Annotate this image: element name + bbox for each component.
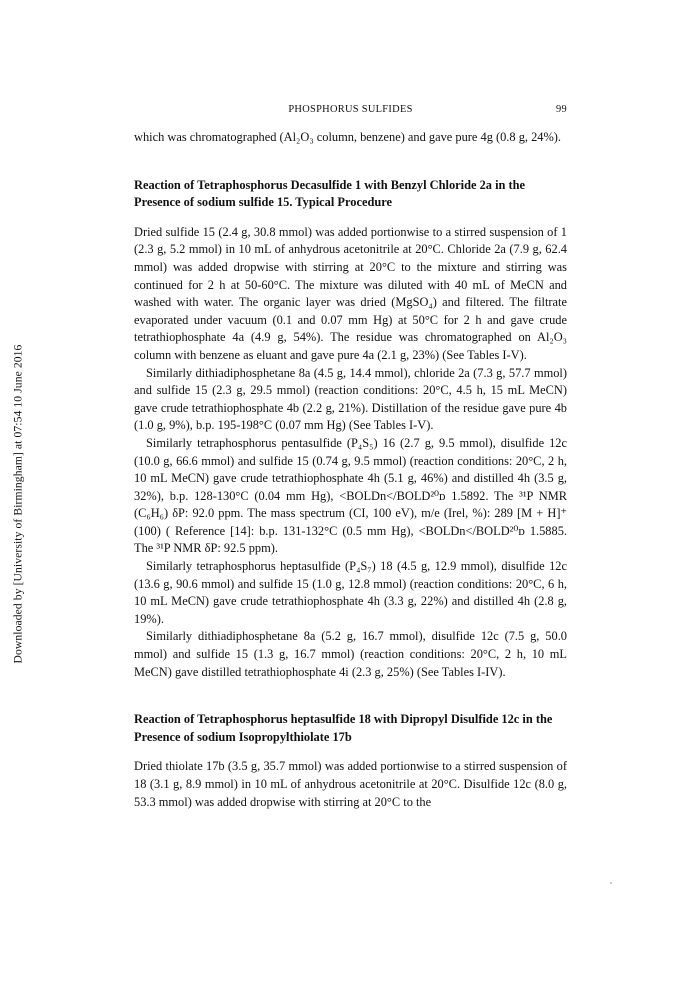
heading-spacer — [134, 746, 567, 758]
continued-paragraph: which was chromatographed (Al₂O₃ column, benzene) and gave pure 4g (0.8 g, 24%). — [134, 130, 562, 144]
running-title: PHOSPHORUS SULFIDES — [288, 104, 413, 115]
procedure-paragraph: Dried thiolate 17b (3.5 g, 35.7 mmol) was added portionwise to a stirred suspension of 18 (3.1 g, 8.9 mmol) in 10 mL of anhydrous acetonitrile at 20°C. Disulfide 12c (8.0 g, 53.3 mmol) was added dropwise with stirring at 20°C to the — [134, 759, 567, 809]
procedure-paragraph: Similarly dithiadiphosphetane 8a (4.5 g, 14.4 mmol), chloride 2a (7.3 g, 57.7 mmol) and sulfide 15 (2.3 g, 29.5 mmol) (reaction conditions: 20°C, 4.5 h, 15 mL MeCN) gave crude tetrathiophosphate 4b (2.2 g, 21%). Distillation of the residue gave pure 4b (1.0 g, 9%), b.p. 195-198°C (0.07 mm Hg) (See Tables I-V). — [134, 365, 567, 433]
section-heading-heptasulfide: Reaction of Tetraphosphorus heptasulfide 18 with Dipropyl Disulfide 12c in the Presence of sodium Isopropylthiolate 17b — [134, 712, 553, 744]
heading-spacer — [134, 212, 567, 224]
section-spacer — [134, 147, 567, 177]
scan-speck — [610, 882, 612, 884]
procedure-paragraph: Similarly dithiadiphosphetane 8a (5.2 g, 16.7 mmol), disulfide 12c (7.5 g, 50.0 mmol) and sulfide 15 (1.3 g, 16.7 mmol) (reaction conditions: 20°C, 2 h, 10 mL MeCN) gave distilled tetrathiophosphate 4i (2.3 g, 25%) (See Tables I-IV). — [134, 629, 567, 679]
download-watermark — [0, 0, 34, 1008]
section-heading-decasulfide: Reaction of Tetraphosphorus Decasulfide 1 with Benzyl Chloride 2a in the Presence of sodium sulfide 15. Typical Procedure — [134, 177, 526, 210]
page-header — [134, 104, 567, 120]
download-notice: Downloaded by [University of Birmingham] at 07:54 10 June 2016 — [11, 344, 25, 664]
procedure-paragraph: Dried sulfide 15 (2.4 g, 30.8 mmol) was added portionwise to a stirred suspension of 1 (2.3 g, 5.2 mmol) in 10 mL of anhydrous acetonitrile at 20°C. Chloride 2a (7.9 g, 62.4 mmol) was added dropwise with stirring at 20°C to the mixture and stirring was continued for 2 h at 50-60°C. The mixture was diluted with 40 mL of MeCN and washed with water. The organic layer was dried (MgSO₄) and filtered. The filtrate evaporated under vacuum (0.1 and 0.07 mm Hg) at 50°C for 2 h and gave crude tetrathiophosphate 4a (4.9 g, 54%). The residue was chromatographed on Al₂O₃ column with benzene as eluant and gave pure 4a (2.1 g, 23%) (See Tables I-V). — [134, 224, 567, 362]
procedure-paragraph: Similarly tetraphosphorus pentasulfide (P₄S₅) 16 (2.7 g, 9.5 mmol), disulfide 12c (10.0 g, 66.6 mmol) and sulfide 15 (0.74 g, 9.5 mmol) (reaction conditions: 20°C, 2 h, 10 mL MeCN) gave crude tetrathiophosphate 4h (5.1 g, 46%) and distilled 4h (3.5 g, 32%), b.p. 128-130°C (0.04 mm Hg), <BOLDn</BOLD²⁰ᴅ 1.5892. The ³¹P NMR (C₆H₆) δP: 92.0 ppm. The mass spectrum (CI, 100 eV), m/e (Irel, %): 289 [M + H]⁺ (100) ( Reference [14]: b.p. 131-132°C (0.5 mm Hg), <BOLDn</BOLD²⁰ᴅ 1.5885. The ³¹P NMR δP: 92.5 ppm). — [134, 435, 567, 556]
page-body — [134, 129, 567, 811]
page-number: 99 — [556, 104, 567, 115]
procedure-paragraph: Similarly tetraphosphorus heptasulfide (P₄S₇) 18 (4.5 g, 12.9 mmol), disulfide 12c (13.6 g, 90.6 mmol) and sulfide 15 (1.0 g, 12.8 mmol) (reaction conditions: 20°C, 6 h, 10 mL MeCN) gave crude tetrathiophosphate 4h (3.3 g, 22%) and distilled 4h (2.8 g, 19%). — [134, 559, 567, 626]
section-spacer — [134, 681, 567, 711]
